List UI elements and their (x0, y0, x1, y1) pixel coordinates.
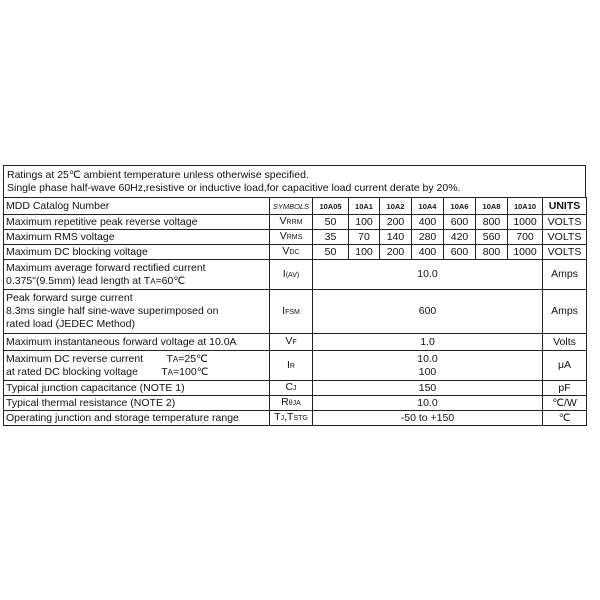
param-value: 10.0 (313, 260, 543, 290)
param-value: 1000 (508, 245, 543, 260)
part-header: 10A8 (476, 198, 508, 215)
table-row (4, 230, 587, 245)
param-unit: pF (543, 381, 587, 396)
param-value: 800 (476, 245, 508, 260)
table-row (4, 245, 587, 260)
table-header-row (4, 198, 587, 215)
part-header: 10A1 (349, 198, 380, 215)
param-value: 600 (444, 215, 476, 230)
param-unit: Amps (543, 260, 587, 290)
param-unit: Volts (543, 334, 587, 351)
ratings-sheet (3, 165, 586, 426)
param-value: 700 (508, 230, 543, 245)
table-row (4, 290, 587, 334)
param-value: 150 (313, 381, 543, 396)
param-symbol: IR (270, 351, 313, 381)
param-value: 280 (412, 230, 444, 245)
param-value: 140 (380, 230, 412, 245)
param-unit: ℃/W (543, 396, 587, 411)
param-description: Operating junction and storage temperature range (4, 411, 270, 426)
param-description: Maximum average forward rectified current 0.375"(9.5mm) lead length at TA=60℃ (4, 260, 270, 290)
param-unit: μA (543, 351, 587, 381)
param-value: 200 (380, 215, 412, 230)
table-row (4, 381, 587, 396)
param-value: 70 (349, 230, 380, 245)
catalog-number-header: MDD Catalog Number (4, 198, 270, 215)
param-value: 600 (444, 245, 476, 260)
param-value: 1000 (508, 215, 543, 230)
param-value: 200 (380, 245, 412, 260)
param-symbol: VDC (270, 245, 313, 260)
param-symbol: IFSM (270, 290, 313, 334)
param-value: 50 (313, 215, 349, 230)
param-symbol: CJ (270, 381, 313, 396)
units-header: UNITS (543, 198, 587, 215)
param-symbol: VF (270, 334, 313, 351)
table-row (4, 260, 587, 290)
param-symbol: VRRM (270, 215, 313, 230)
param-value: 10.0 100 (313, 351, 543, 381)
param-value: 50 (313, 245, 349, 260)
param-description: Maximum RMS voltage (4, 230, 270, 245)
param-description: Maximum repetitive peak reverse voltage (4, 215, 270, 230)
param-value: 35 (313, 230, 349, 245)
param-unit: VOLTS (543, 215, 587, 230)
param-value: 1.0 (313, 334, 543, 351)
param-description: Maximum DC reverse current TA=25℃ at rated DC blocking voltage TA=100℃ (4, 351, 270, 381)
part-header: 10A2 (380, 198, 412, 215)
param-symbol: VRMS (270, 230, 313, 245)
symbols-header: SYMBOLS (270, 198, 313, 215)
param-symbol: I(AV) (270, 260, 313, 290)
part-header: 10A6 (444, 198, 476, 215)
param-unit: ℃ (543, 411, 587, 426)
param-description: Typical thermal resistance (NOTE 2) (4, 396, 270, 411)
param-value: 100 (349, 215, 380, 230)
param-description: Maximum instantaneous forward voltage at 10.0A (4, 334, 270, 351)
ratings-notes (3, 165, 586, 197)
table-row (4, 351, 587, 381)
part-header: 10A4 (412, 198, 444, 215)
param-description: Peak forward surge current 8.3ms single half sine-wave superimposed on rated load (JEDEC Method) (4, 290, 270, 334)
table-row (4, 411, 587, 426)
param-value: 600 (313, 290, 543, 334)
part-header: 10A10 (508, 198, 543, 215)
param-symbol: RθJA (270, 396, 313, 411)
param-unit: Amps (543, 290, 587, 334)
param-value: 100 (349, 245, 380, 260)
note-load: Single phase half-wave 60Hz,resistive or inductive load,for capacitive load current derate by 20%. (7, 182, 461, 194)
param-description: Typical junction capacitance (NOTE 1) (4, 381, 270, 396)
param-value: -50 to +150 (313, 411, 543, 426)
table-row (4, 396, 587, 411)
param-value: 400 (412, 215, 444, 230)
param-symbol: TJ,TSTG (270, 411, 313, 426)
param-value: 10.0 (313, 396, 543, 411)
param-unit: VOLTS (543, 230, 587, 245)
ratings-table (3, 197, 587, 426)
param-value: 420 (444, 230, 476, 245)
note-ambient: Ratings at 25℃ ambient temperature unless otherwise specified. (7, 169, 309, 181)
param-description: Maximum DC blocking voltage (4, 245, 270, 260)
part-header: 10A05 (313, 198, 349, 215)
table-row (4, 215, 587, 230)
table-row (4, 334, 587, 351)
param-value: 400 (412, 245, 444, 260)
param-value: 800 (476, 215, 508, 230)
param-unit: VOLTS (543, 245, 587, 260)
param-value: 560 (476, 230, 508, 245)
